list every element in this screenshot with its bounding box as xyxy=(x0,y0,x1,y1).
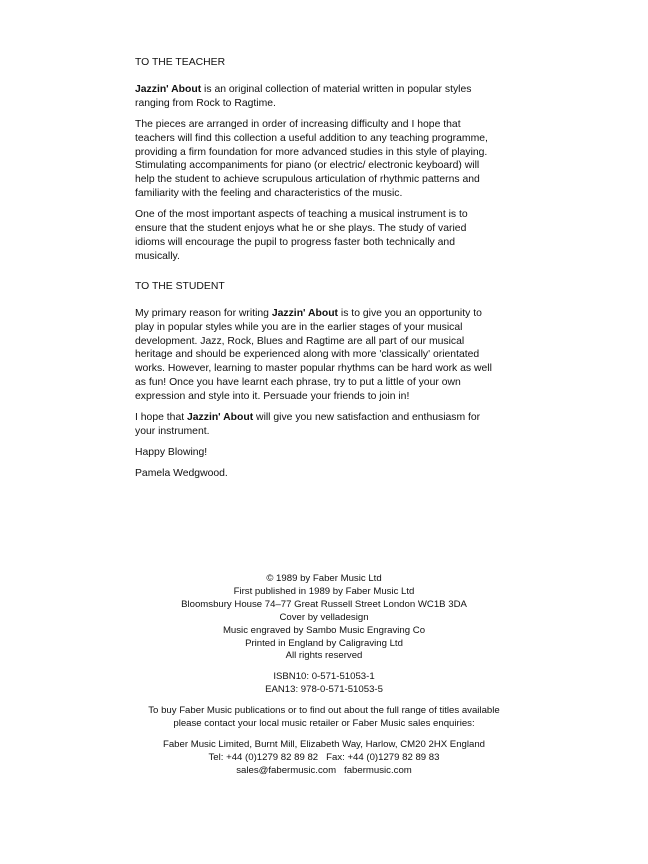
phone-fax: Tel: +44 (0)1279 82 89 82 Fax: +44 (0)1279 82 89 83 xyxy=(208,751,440,763)
student-paragraph-3: Happy Blowing! xyxy=(135,446,208,458)
publisher-address: Bloomsbury House 74–77 Great Russell Street London WC1B 3DA xyxy=(181,598,467,610)
signature: Pamela Wedgwood. xyxy=(135,467,228,479)
teacher-paragraph-2: The pieces are arranged in order of increasing difficulty and I hope that teachers will find this collection a useful addition to any teaching programme, providing a firm foundation for more advanced studies in this style of playing. Stimulating accompaniments for piano (or electric/ electronic keyboard) will help the student to achieve scrupulous articulation of rhythmic patterns and familiarity with the feeling and characteristics of the music. xyxy=(135,118,488,200)
cover-credit: Cover by velladesign xyxy=(279,611,369,623)
book-title: Jazzin' About xyxy=(187,412,254,424)
isbn10: ISBN10: 0-571-51053-1 xyxy=(273,671,375,683)
imprint xyxy=(0,573,648,778)
printer-credit: Printed in England by Caligraving Ltd xyxy=(245,637,403,649)
book-title: Jazzin' About xyxy=(271,307,339,319)
copyright: © 1989 by Faber Music Ltd xyxy=(266,573,382,584)
book-title: Jazzin' About xyxy=(135,83,202,95)
student-paragraph-1: My primary reason for writing Jazzin' About is to give you an opportunity to play in popular styles while you are in the earlier stages of your musical development. Jazz, Rock, Blues and Ragtime are all part of our musical heritage and should be experienced along with more 'classically' orientated works. However, learning to master popular rhythms can be hard work as well as fun! Once you have learnt each phrase, try to put a little of your own expression and style into it. Persuade your friends to join in! xyxy=(135,307,492,403)
student-heading: TO THE STUDENT xyxy=(135,280,225,292)
student-paragraph-2: I hope that Jazzin' About will give you new satisfaction and enthusiasm for your instrument. xyxy=(135,412,481,437)
first-published: First published in 1989 by Faber Music Ltd xyxy=(233,585,415,597)
teacher-paragraph-1: Jazzin' About is an original collection of material written in popular styles ranging from Rock to Ragtime. xyxy=(135,83,472,109)
engraving-credit: Music engraved by Sambo Music Engraving Co xyxy=(222,624,426,636)
sales-address: Faber Music Limited, Burnt Mill, Elizabeth Way, Harlow, CM20 2HX England xyxy=(162,738,486,750)
ean13: EAN13: 978-0-571-51053-5 xyxy=(265,684,383,696)
rights: All rights reserved xyxy=(285,650,363,662)
foreword xyxy=(135,56,497,488)
buy-info-line-2: please contact your local music retailer or Faber Music sales enquiries: xyxy=(173,718,475,730)
contact: sales@fabermusic.com fabermusic.com xyxy=(236,764,412,776)
teacher-paragraph-3: One of the most important aspects of teaching a musical instrument is to ensure that the student enjoys what he or she plays. The study of varied idioms will encourage the pupil to progress faster both technically and musically. xyxy=(135,209,468,262)
buy-info-line-1: To buy Faber Music publications or to find out about the full range of titles available xyxy=(148,705,500,717)
teacher-heading: TO THE TEACHER xyxy=(135,57,226,68)
